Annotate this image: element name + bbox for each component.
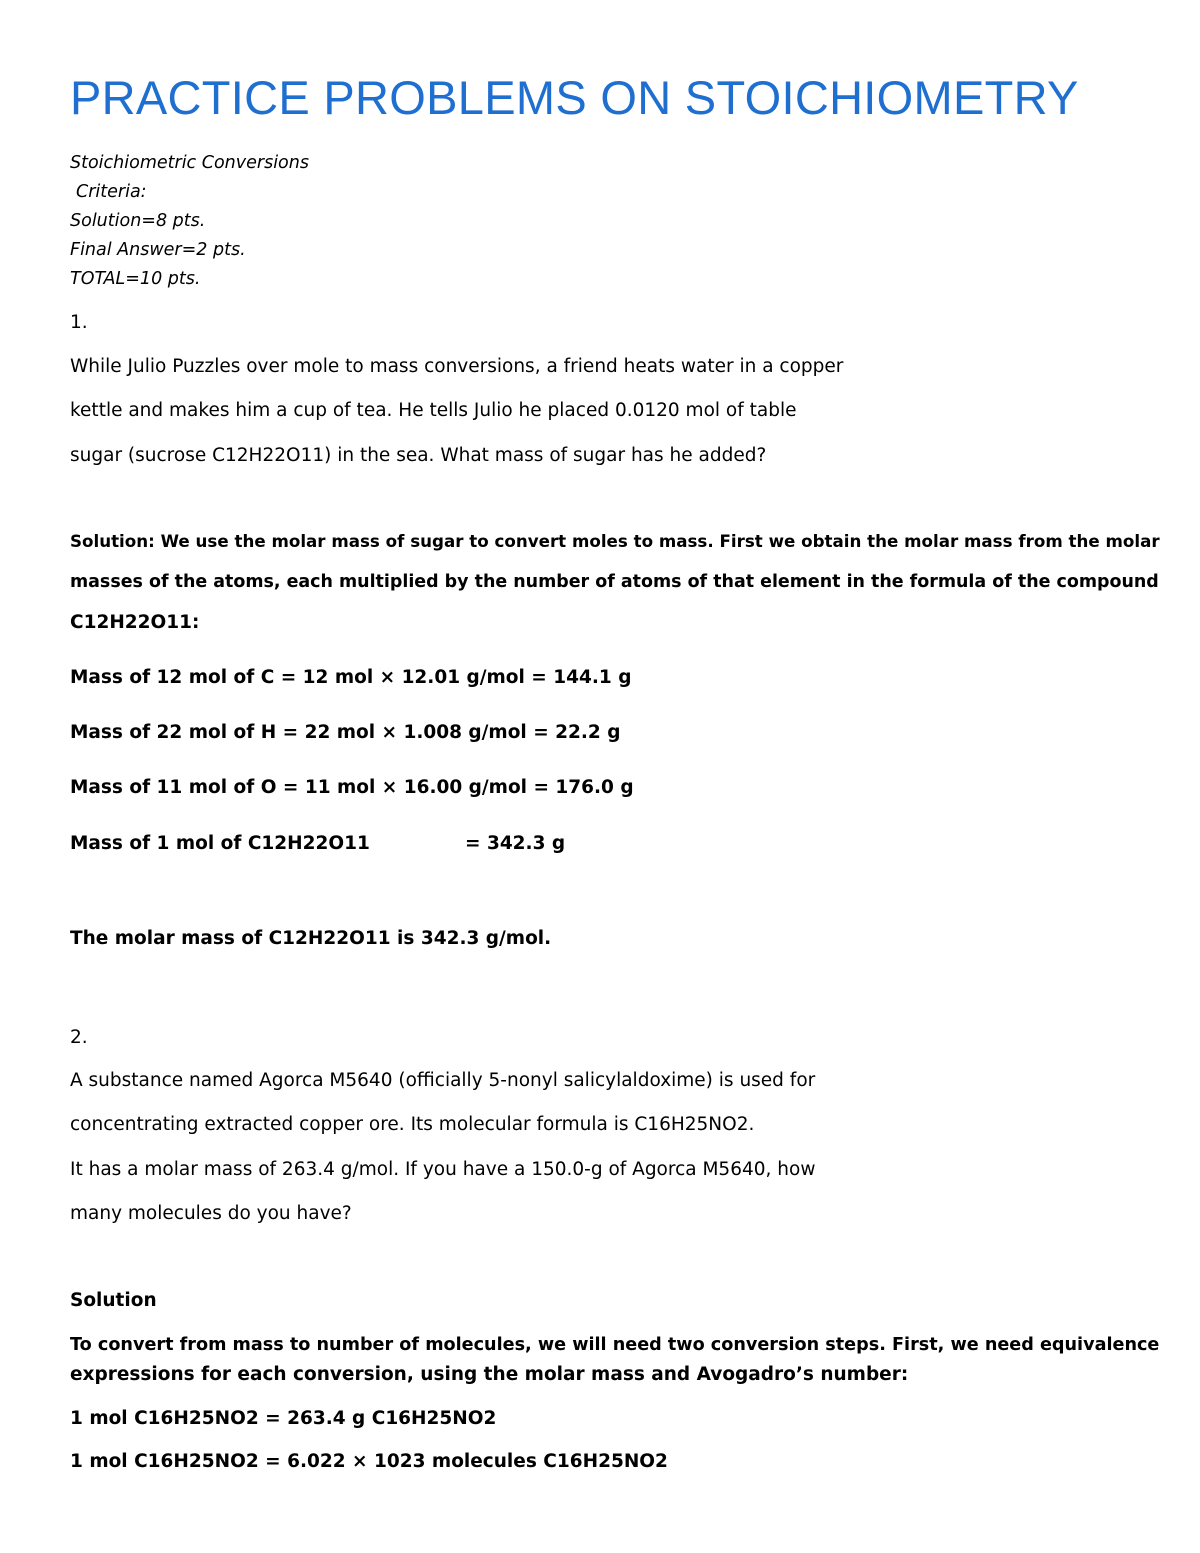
problem-2-solution-line: To convert from mass to number of molecules, we will need two conversion steps. First, we need equivalence xyxy=(70,1335,1160,1355)
problem-1-solution-line: masses of the atoms, each multiplied by the number of atoms of that element in the formula of the compound xyxy=(70,572,1159,592)
calc-oxygen: Mass of 11 mol of O = 11 mol × 16.00 g/mol = 176.0 g xyxy=(70,777,634,798)
problem-1-number: 1. xyxy=(70,312,88,333)
problem-1-solution-line: C12H22O11: xyxy=(70,612,200,633)
problem-1-text-line: kettle and makes him a cup of tea. He tells Julio he placed 0.0120 mol of table xyxy=(70,400,797,421)
page-title: PRACTICE PROBLEMS ON STOICHIOMETRY xyxy=(70,71,1079,124)
problem-2-number: 2. xyxy=(70,1027,88,1048)
problem-2-solution-label: Solution xyxy=(70,1290,157,1311)
problem-1-text-line: sugar (sucrose C12H22O11) in the sea. What mass of sugar has he added? xyxy=(70,445,767,466)
equivalence-molar-mass: 1 mol C16H25NO2 = 263.4 g C16H25NO2 xyxy=(70,1408,497,1429)
problem-1-text-line: While Julio Puzzles over mole to mass conversions, a friend heats water in a copper xyxy=(70,356,844,377)
calc-carbon: Mass of 12 mol of C = 12 mol × 12.01 g/mol = 144.1 g xyxy=(70,667,632,688)
problem-2-text-line: A substance named Agorca M5640 (officially 5-nonyl salicylaldoxime) is used for xyxy=(70,1070,816,1091)
problem-1-solution-line: Solution: We use the molar mass of sugar to convert moles to mass. First we obtain the molar mass from the molar xyxy=(70,532,1160,551)
problem-2-text-line: many molecules do you have? xyxy=(70,1203,352,1224)
calc-total-value: = 342.3 g xyxy=(465,833,566,854)
problem-1-conclusion: The molar mass of C12H22O11 is 342.3 g/mol. xyxy=(70,928,552,949)
problem-2-text-line: It has a molar mass of 263.4 g/mol. If you have a 150.0-g of Agorca M5640, how xyxy=(70,1159,816,1180)
calc-hydrogen: Mass of 22 mol of H = 22 mol × 1.008 g/mol = 22.2 g xyxy=(70,722,621,743)
criteria-label: Criteria: xyxy=(76,182,147,202)
problem-2-solution-line: expressions for each conversion, using the molar mass and Avogadro’s number: xyxy=(70,1364,909,1385)
criteria-total: TOTAL=10 pts. xyxy=(70,269,201,289)
criteria-solution: Solution=8 pts. xyxy=(70,211,206,231)
equivalence-avogadro: 1 mol C16H25NO2 = 6.022 × 1023 molecules C16H25NO2 xyxy=(70,1451,668,1472)
criteria-subtitle: Stoichiometric Conversions xyxy=(70,153,309,173)
calc-total-label: Mass of 1 mol of C12H22O11 xyxy=(70,833,370,854)
problem-2-text-line: concentrating extracted copper ore. Its molecular formula is C16H25NO2. xyxy=(70,1114,755,1135)
criteria-final-answer: Final Answer=2 pts. xyxy=(70,240,246,260)
